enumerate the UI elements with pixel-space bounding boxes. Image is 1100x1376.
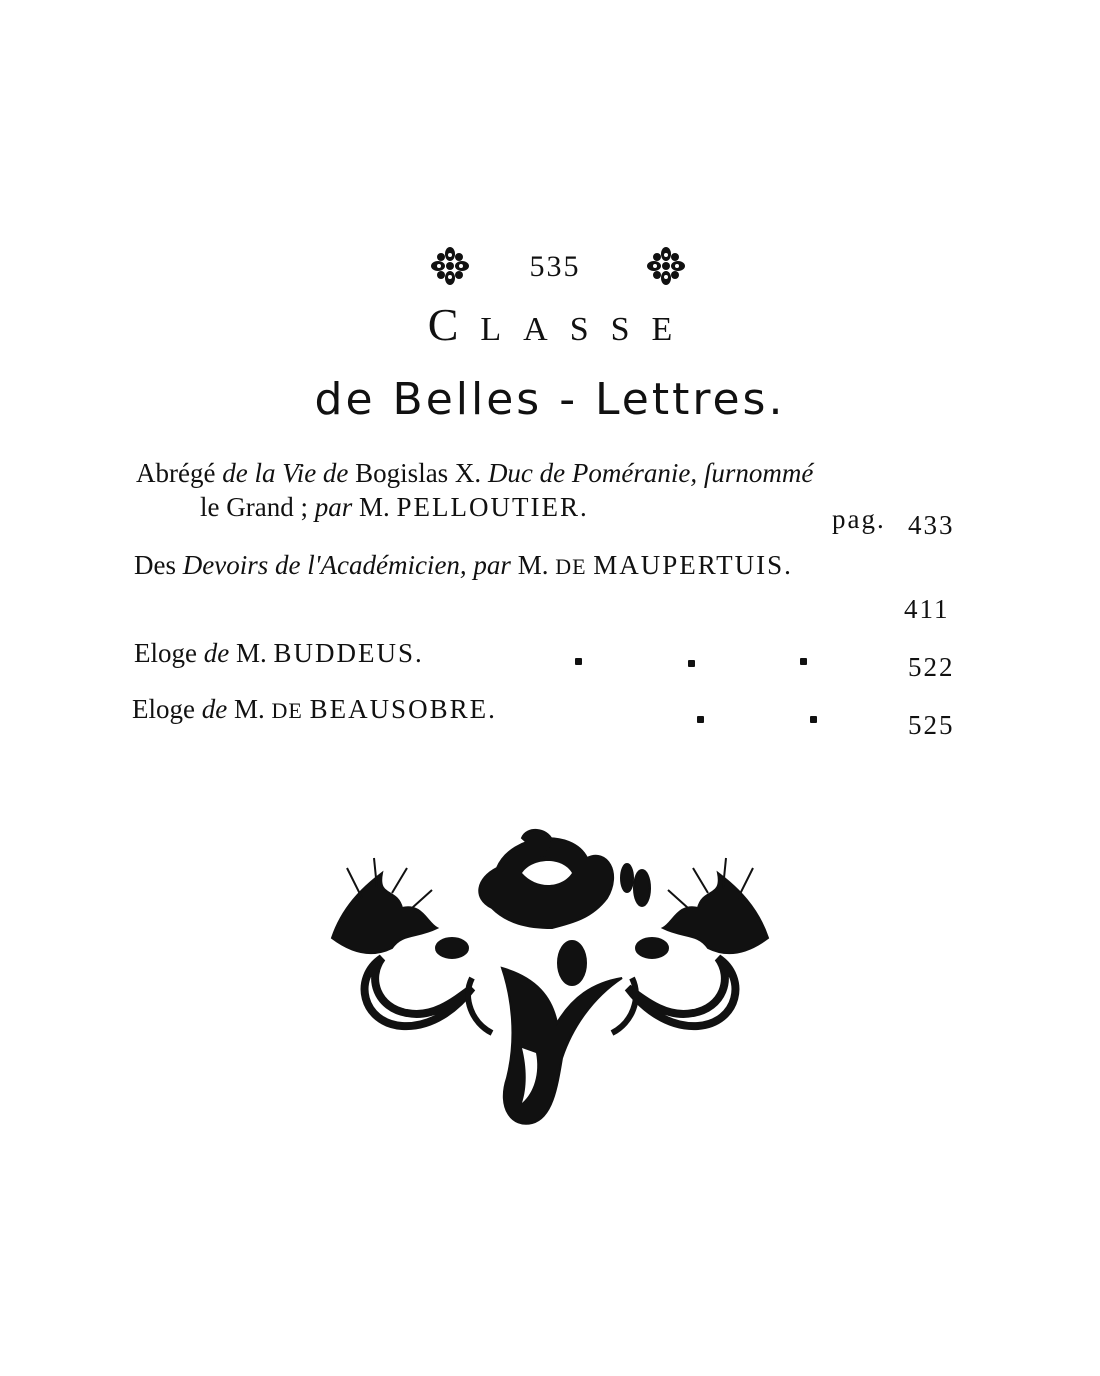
- entry-text: Eloge: [132, 694, 195, 724]
- entry-text: M.: [235, 638, 267, 668]
- entry-text-italic: Devoirs de l'Académicien, par: [182, 550, 511, 580]
- toc-entry-line: [134, 550, 793, 581]
- section-subtitle: de Belles - Lettres.: [314, 374, 786, 425]
- entry-particle: DE: [271, 698, 303, 723]
- rococo-ornament-icon: [322, 828, 778, 1132]
- entry-particle: DE: [555, 554, 587, 579]
- entry-text-italic: de: [203, 638, 230, 668]
- entry-text: Eloge: [134, 638, 197, 668]
- entry-author: BUDDEUS.: [273, 638, 424, 668]
- entry-page-number: 411: [904, 594, 950, 624]
- section-title: [0, 298, 1100, 351]
- title-initial: C: [427, 299, 481, 350]
- fleuron-icon: [430, 246, 470, 286]
- entry-text: Abrégé: [136, 458, 216, 488]
- entry-page-number: 433: [908, 510, 955, 540]
- page-header: [0, 244, 1100, 292]
- leader-dot: [575, 658, 582, 665]
- toc-entry-line: [200, 492, 589, 523]
- entry-author: PELLOUTIER.: [396, 492, 589, 522]
- leader-dot: [800, 658, 807, 665]
- toc-entry-line: [132, 694, 497, 725]
- entry-text: M.: [233, 694, 265, 724]
- leader-dot: [810, 716, 817, 723]
- entry-text: Bogislas X.: [355, 458, 482, 488]
- title-rest: LASSE: [480, 311, 695, 348]
- entry-author: MAUPERTUIS.: [593, 550, 793, 580]
- leader-dot: [688, 660, 695, 667]
- toc-entry-line: [134, 638, 424, 669]
- page-number: 535: [529, 250, 581, 283]
- leader-dot: [697, 716, 704, 723]
- entry-text: Des: [134, 550, 176, 580]
- entry-text: M.: [517, 550, 549, 580]
- entry-page-number: 525: [908, 710, 955, 740]
- entry-text-italic: de: [201, 694, 228, 724]
- page-prefix: pag.: [832, 504, 886, 534]
- entry-author: BEAUSOBRE.: [309, 694, 497, 724]
- entry-text: M.: [358, 492, 390, 522]
- entry-text-italic: Duc de Poméranie, ſurnommé: [487, 458, 814, 488]
- entry-text-italic: de la Vie de: [222, 458, 349, 488]
- entry-page-number: 522: [908, 652, 955, 682]
- entry-text-italic: par: [314, 492, 353, 522]
- fleuron-icon: [646, 246, 686, 286]
- toc-entry-line: [136, 458, 813, 489]
- entry-text: le Grand ;: [200, 492, 308, 522]
